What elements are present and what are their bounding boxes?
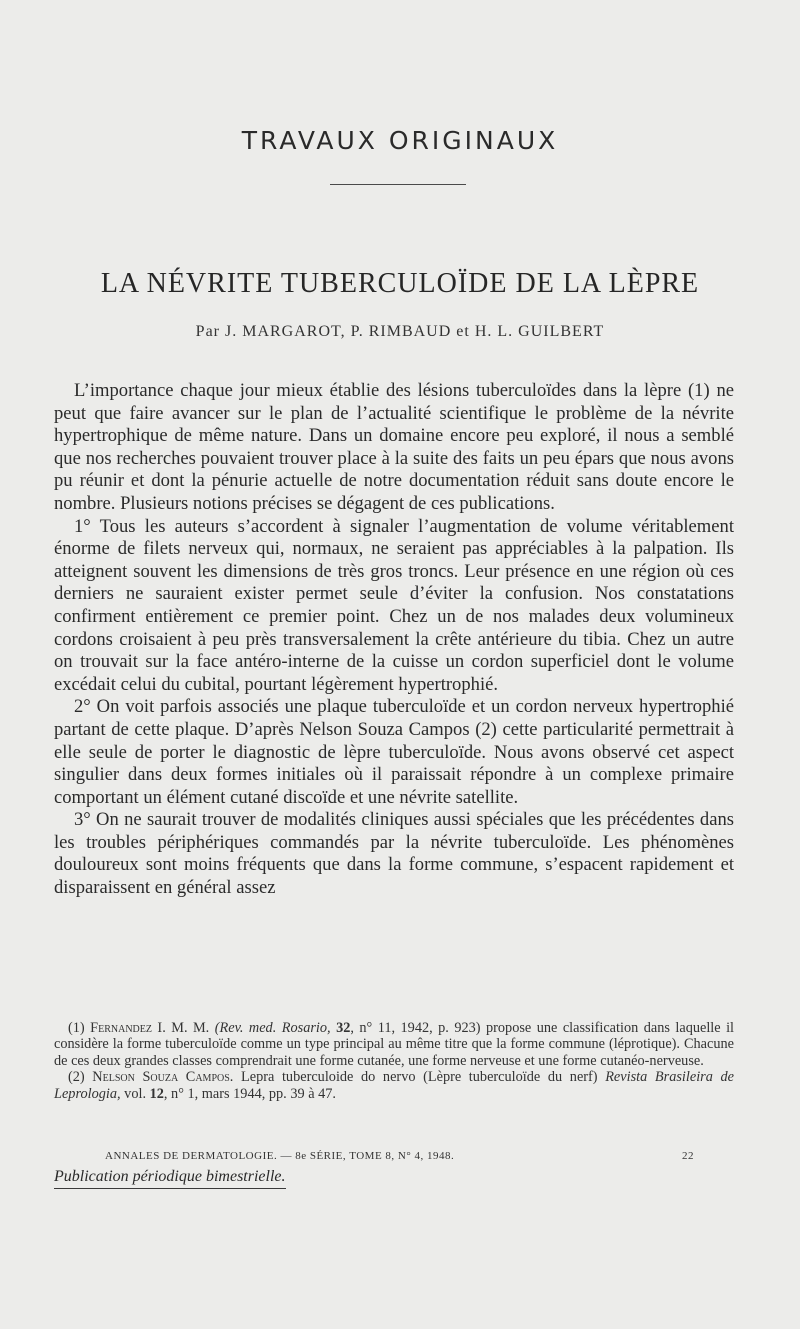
footnote-1-volume: 32 xyxy=(336,1020,351,1036)
footnote-2-journal: Revista Brasileira de Leprologia, xyxy=(54,1069,734,1102)
footnote-1 xyxy=(54,1020,734,1069)
footnote-1-journal: (Rev. med. Rosario, xyxy=(214,1020,331,1036)
paragraph-intro: L’importance chaque jour mieux établie des lésions tuberculoïdes dans la lèpre (1) ne peut que faire avancer sur le plan de l’actualité scientifique le problème de la névrite hypertrophique de même nature. Dans un domaine encore peu exploré, il nous a semblé que nos recherches pouvaient trouver place à la suite des faits un peu épars que nous avons pu réunir et dont la pénurie actuelle de notre documentation réduit sans doute encore le nombre. Plusieurs notions précises se dégagent de ces publications. xyxy=(54,380,734,514)
footnote-2-vol-prefix: vol. xyxy=(124,1085,147,1102)
footnote-2-volume: 12 xyxy=(149,1085,164,1102)
section-title: TRAVAUX ORIGINAUX xyxy=(241,126,559,155)
article-body xyxy=(54,380,734,900)
authors-line: Par J. MARGAROT, P. RIMBAUD et H. L. GUILBERT xyxy=(195,323,605,340)
publication-note: Publication périodique bimestrielle. xyxy=(54,1168,286,1189)
paragraph-point-1: 1° Tous les auteurs s’accordent à signaler l’augmentation de volume véritablement énorme de filets nerveux qui, normaux, ne seraient pas appréciables à la palpation. Ils atteignent souvent les dimensions de très gros troncs. Leur présence en une région où ces derniers ne sauraient exister permet seule d’éviter la confusion. Nos constatations confirment entièrement ce premier point. Chez un de nos malades deux volumineux cordons croisaient à peu près transversalement la crête antérieure du tibia. Chez un autre on trouvait sur la face antéro-interne de la cuisse un cordon superficiel dont le volume excédait celui du cubital, pourtant légèrement hypertrophié. xyxy=(54,515,734,695)
article-title: LA NÉVRITE TUBERCULOÏDE DE LA LÈPRE xyxy=(100,268,700,299)
footnote-2-title: Lepra tuberculoide do nervo (Lèpre tuberculoïde du nerf) xyxy=(241,1069,598,1086)
footnote-1-author: Fernandez I. M. M. xyxy=(90,1020,210,1036)
journal-footer xyxy=(54,1150,734,1162)
footnote-2-marker: (2) xyxy=(68,1069,85,1086)
page-number: 22 xyxy=(682,1150,694,1162)
footnote-1-marker: (1) xyxy=(68,1020,85,1036)
footnote-1-text: , n° 11, 1942, p. 923) propose une classification dans laquelle il considère la forme tuberculoïde comme un type principal au même titre que la forme commune (léprotique). Chacune de ces deux grandes classes comprendrait une forme cutanée, une forme nerveuse et une forme cutanéo-nerveuse. xyxy=(54,1020,735,1069)
journal-citation: ANNALES DE DERMATOLOGIE. — 8e SÉRIE, TOME 8, N° 4, 1948. xyxy=(105,1150,455,1162)
footnote-2 xyxy=(54,1069,734,1102)
paragraph-point-2: 2° On voit parfois associés une plaque tuberculoïde et un cordon nerveux hypertrophié partant de cette plaque. D’après Nelson Souza Campos (2) cette particularité permettrait à elle seule de porter le diagnostic de lèpre tuberculoïde. Nous avons observé cet aspect singulier dans deux formes initiales où il paraissait répondre à un complexe primaire comportant un élément cutané discoïde et une névrite satellite. xyxy=(54,696,734,808)
title-divider xyxy=(330,184,466,185)
footnote-2-text: , n° 1, mars 1944, pp. 39 à 47. xyxy=(163,1085,336,1102)
footnotes xyxy=(54,1020,734,1102)
footnote-2-author: Nelson Souza Campos. xyxy=(92,1069,234,1086)
paragraph-point-3: 3° On ne saurait trouver de modalités cliniques aussi spéciales que les précédentes dans les troubles périphériques commandés par la névrite tuberculoïde. Les phénomènes douloureux sont moins fréquents que dans la forme commune, s’espacent rapidement et disparaissent en général assez xyxy=(54,809,734,899)
